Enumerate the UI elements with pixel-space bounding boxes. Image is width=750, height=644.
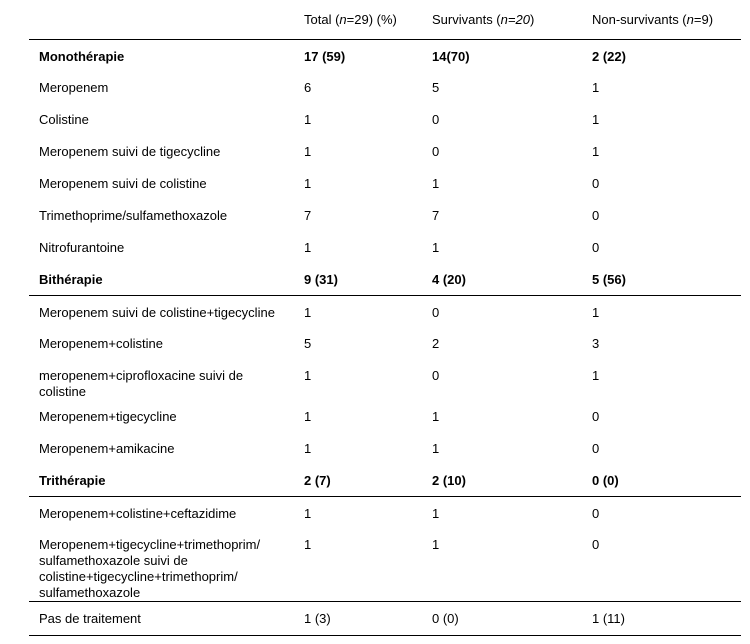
row-total: 1: [304, 304, 312, 320]
row-total: 1: [304, 441, 312, 456]
row-total: 2 (7): [294, 464, 422, 496]
row-label: Meropenem+tigecycline+trimethoprim/ sulfamethoxazole suivi de colistine+tigecycline+trimethoprim/ sulfamethoxazole: [39, 537, 261, 600]
row-survivants: 2 (10): [422, 464, 582, 496]
header-row: [29, 0, 741, 39]
row-non-survivants: 0: [592, 208, 600, 223]
row-survivants: 1: [432, 441, 440, 456]
row-survivants: 0: [432, 144, 440, 159]
header-total: Total (n=29) (%): [294, 0, 422, 39]
row-total: 5: [304, 336, 312, 351]
row-non-survivants: 0: [592, 240, 600, 255]
row-non-survivants: 0: [592, 176, 600, 191]
table-row: [29, 432, 741, 464]
row-survivants: 14(70): [432, 48, 470, 64]
row-survivants: 4 (20): [422, 263, 582, 295]
header-non-survivants: Non-survivants (n=9): [582, 0, 741, 39]
row-total: 1: [304, 368, 312, 383]
table-row: [29, 602, 741, 636]
row-survivants: 0: [432, 368, 440, 383]
row-survivants: 1: [432, 240, 440, 255]
row-non-survivants: 1: [592, 112, 600, 127]
header-survivants: Survivants (n=20): [422, 0, 582, 39]
header-label: [29, 0, 294, 39]
row-non-survivants: 1: [592, 304, 600, 320]
row-total: 1 (3): [294, 602, 422, 636]
table-row: [29, 231, 741, 263]
row-label: Meropenem+amikacine: [39, 441, 175, 456]
row-non-survivants: 1: [592, 80, 600, 95]
row-label: Meropenem suivi de colistine: [39, 176, 207, 191]
table-row: [29, 199, 741, 231]
row-total: 6: [304, 80, 312, 95]
row-label: Meropenem: [39, 80, 109, 95]
row-label: Pas de traitement: [29, 602, 294, 636]
row-label: Monothérapie: [39, 48, 125, 64]
table-row: [29, 359, 741, 400]
row-non-survivants: 1 (11): [582, 602, 741, 636]
row-label: Trithérapie: [29, 464, 294, 496]
row-total: 1: [304, 176, 312, 191]
row-label: Colistine: [39, 112, 89, 127]
row-non-survivants: 0 (0): [582, 464, 741, 496]
table-row: [29, 71, 741, 103]
row-label: Meropenem+colistine+ceftazidime: [39, 505, 237, 521]
row-label: Trimethoprime/sulfamethoxazole: [39, 208, 228, 223]
row-survivants: 0: [432, 304, 440, 320]
row-label: Meropenem suivi de tigecycline: [39, 144, 221, 159]
row-non-survivants: 0: [592, 409, 600, 424]
row-survivants: 7: [432, 208, 440, 223]
row-non-survivants: 0: [592, 441, 600, 456]
table-row: [29, 464, 741, 496]
row-survivants: 1: [432, 409, 440, 424]
row-non-survivants: 3: [592, 336, 600, 351]
row-total: 1: [304, 240, 312, 255]
table-row: [29, 263, 741, 295]
row-total: 1: [304, 409, 312, 424]
table-row: [29, 103, 741, 135]
row-label: Nitrofurantoine: [39, 240, 125, 255]
table-row: [29, 167, 741, 199]
row-survivants: 1: [432, 505, 440, 521]
table-row: [29, 135, 741, 167]
row-total: 7: [304, 208, 312, 223]
row-label: Bithérapie: [29, 263, 294, 295]
table-row: [29, 327, 741, 359]
row-survivants: 0: [432, 112, 440, 127]
row-survivants: 1: [432, 537, 440, 552]
row-survivants: 0 (0): [422, 602, 582, 636]
table-row: [29, 496, 741, 528]
table-row: [29, 295, 741, 327]
row-label: Meropenem suivi de colistine+tigecycline: [39, 304, 275, 320]
row-non-survivants: 0: [592, 505, 600, 521]
table-row: [29, 39, 741, 71]
row-non-survivants: 0: [592, 537, 600, 552]
row-total: 1: [304, 112, 312, 127]
table-row: [29, 400, 741, 432]
row-non-survivants: 5 (56): [582, 263, 741, 295]
row-non-survivants: 2 (22): [592, 48, 626, 64]
row-label: Meropenem+tigecycline: [39, 409, 177, 424]
row-label: meropenem+ciprofloxacine suivi de colistine: [39, 368, 244, 399]
row-survivants: 1: [432, 176, 440, 191]
row-total: 9 (31): [294, 263, 422, 295]
row-non-survivants: 1: [592, 144, 600, 159]
row-total: 1: [304, 144, 312, 159]
table-row: [29, 528, 741, 602]
treatment-table: [29, 0, 741, 636]
row-label: Meropenem+colistine: [39, 336, 163, 351]
row-total: 17 (59): [304, 48, 346, 64]
row-total: 1: [304, 537, 312, 552]
row-survivants: 5: [432, 80, 440, 95]
row-total: 1: [304, 505, 312, 521]
row-survivants: 2: [432, 336, 440, 351]
row-non-survivants: 1: [592, 368, 600, 383]
